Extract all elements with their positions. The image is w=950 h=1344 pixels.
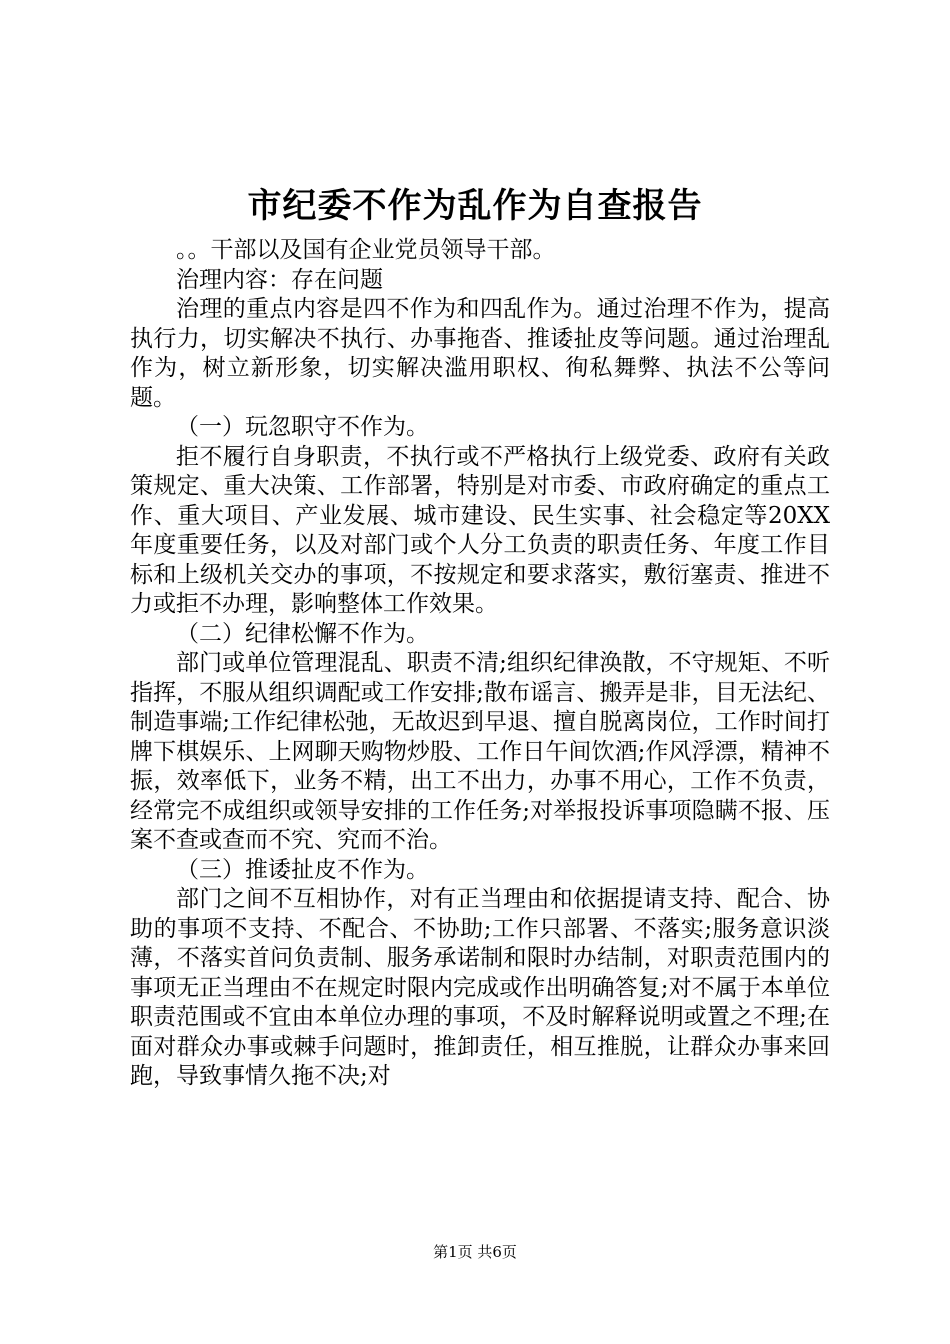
document-title: 市纪委不作为乱作为自查报告 [247, 186, 703, 226]
paragraph-governance-content: 治理内容：存在问题 [176, 266, 383, 293]
section-heading-1: （一）玩忽职守不作为。 [176, 414, 429, 440]
paragraph-section-2: 部门或单位管理混乱、职责不清;组织纪律涣散，不守规矩、不听指挥，不服从组织调配或工作安排;散布谣言、搬弄是非，目无法纪、制造事端;工作纪律松弛，无故迟到早退、擅自脱离岗位，工作时间打牌下棋娱乐、上网聊天购物炒股、工作日午间饮酒;作风浮漂，精神不振，效率低下，业务不精，出工不出力，办事不用心，工作不负责，经常完不成组织或领导安排的工作任务;对举报投诉事项隐瞒不报、压案不查或查而不究、究而不治。 [130, 650, 830, 853]
paragraph-section-1: 拒不履行自身职责，不执行或不严格执行上级党委、政府有关政策规定、重大决策、工作部署，特别是对市委、市政府确定的重点工作、重大项目、产业发展、城市建设、民生实事、社会稳定等20XX年度重要任务，以及对部门或个人分工负责的职责任务、年度工作目标和上级机关交办的事项，不按规定和要求落实，敷衍塞责、推进不力或拒不办理，影响整体工作效果。 [130, 443, 830, 617]
page-footer: 第1页 共6页 [433, 1243, 517, 1261]
section-heading-2: （二）纪律松懈不作为。 [176, 620, 429, 647]
paragraph-scope: 。。干部以及国有企业党员领导干部。 [176, 237, 556, 263]
section-heading-3: （三）推诿扯皮不作为。 [176, 856, 429, 883]
paragraph-key-content: 治理的重点内容是四不作为和四乱作为。通过治理不作为，提高执行力，切实解决不执行、办事拖沓、推诿扯皮等问题。通过治理乱作为，树立新形象，切实解决滥用职权、徇私舞弊、执法不公等问题。 [130, 296, 830, 411]
document-body [130, 236, 830, 1092]
paragraph-section-3: 部门之间不互相协作，对有正当理由和依据提请支持、配合、协助的事项不支持、不配合、不协助;工作只部署、不落实;服务意识淡薄，不落实首问负责制、服务承诺制和限时办结制，对职责范围内的事项无正当理由不在规定时限内完成或作出明确答复;对不属于本单位职责范围或不宜由本单位办理的事项，不及时解释说明或置之不理;在面对群众办事或棘手问题时，推卸责任，相互推脱，让群众办事来回跑，导致事情久拖不决;对 [130, 886, 830, 1089]
